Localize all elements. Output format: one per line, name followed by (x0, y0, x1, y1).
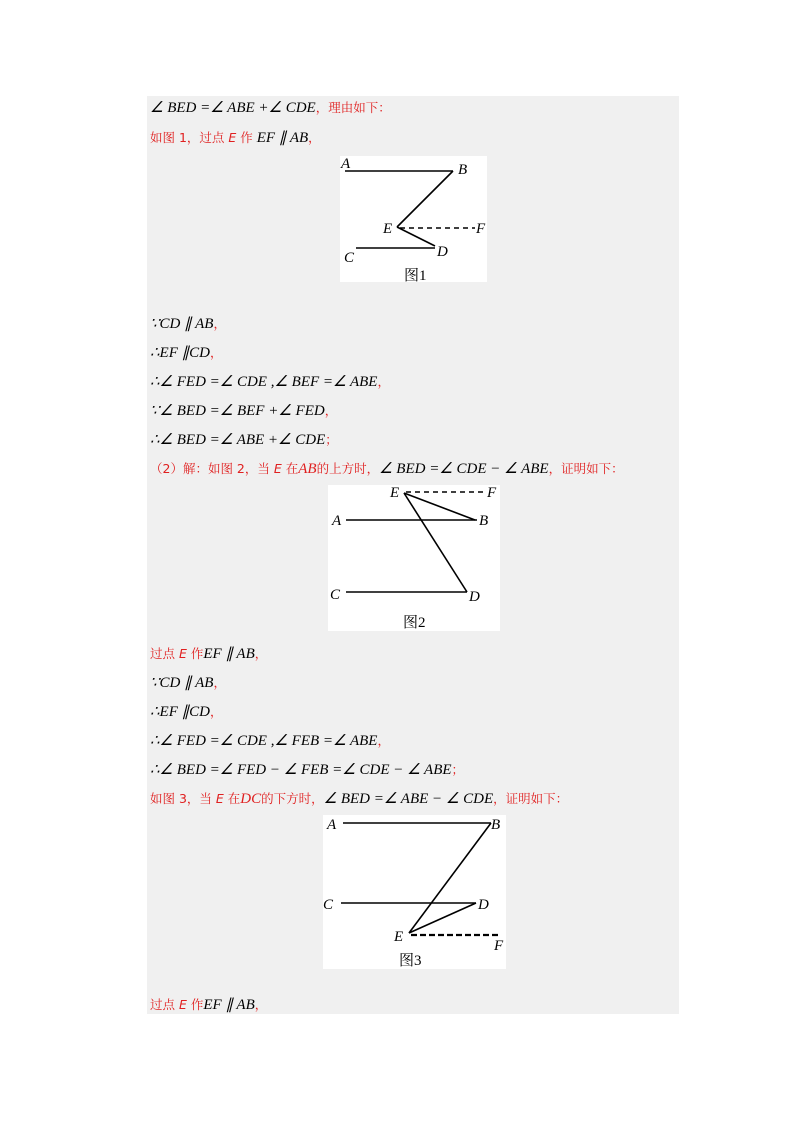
math-expression: ∵CD ∥ AB (150, 675, 214, 691)
figure-caption: 图2 (403, 615, 426, 631)
math-expression: ∴EF ∥CD (150, 704, 210, 720)
label-f: F (494, 938, 504, 954)
math-expression: EF ∥ AB (203, 646, 255, 662)
label-b: B (479, 513, 489, 529)
note-text: 的下方时， (261, 791, 324, 806)
math-expression: ∠ BED =∠ CDE − ∠ ABE (379, 461, 549, 477)
label-e: E (383, 221, 393, 237)
text-line-7 (150, 429, 338, 451)
text-line-13 (150, 759, 464, 781)
text-line-9 (150, 643, 267, 665)
text-line-15 (150, 994, 267, 1016)
math-expression: ∠ BED =∠ ABE − ∠ CDE (323, 791, 494, 807)
note-text: ， (254, 646, 268, 661)
note-text: （2）解：如图 2，当 (150, 461, 274, 476)
label-b: B (458, 162, 468, 178)
text-line-1 (150, 97, 391, 119)
note-text: ， (377, 733, 390, 748)
note-text: 作 (186, 997, 204, 1012)
note-text: ， (324, 403, 338, 418)
note-text: 作 (236, 130, 257, 145)
text-line-4 (150, 342, 222, 364)
point-e: E (228, 130, 237, 145)
label-a: A (327, 817, 337, 833)
note-text: ， (308, 130, 321, 145)
note-text: 如图 1，过点 (150, 130, 229, 145)
label-a: A (341, 156, 351, 172)
note-text: ， (209, 345, 223, 360)
segment-label: AB (298, 461, 317, 477)
label-d: D (437, 244, 448, 260)
note-text: ； (451, 762, 465, 777)
figure-caption: 图1 (404, 268, 427, 282)
label-b: B (491, 817, 501, 833)
label-f: F (487, 485, 497, 501)
text-line-2 (150, 127, 321, 149)
math-expression: EF ∥ AB (256, 130, 309, 146)
label-e: E (394, 929, 404, 945)
label-d: D (469, 589, 480, 605)
point-e: E (178, 997, 187, 1012)
math-expression: ∴∠ FED =∠ CDE ,∠ BEF =∠ ABE (150, 374, 378, 390)
label-a: A (332, 513, 342, 529)
note-text: ，证明如下： (548, 461, 624, 476)
point-e: E (273, 461, 282, 476)
figure-2 (328, 485, 500, 631)
note-text: ，证明如下： (493, 791, 569, 806)
label-c: C (344, 250, 355, 266)
figure-3 (323, 815, 506, 969)
label-e: E (390, 485, 400, 501)
segment-label: DC (240, 791, 262, 807)
note-text: 在 (281, 461, 299, 476)
math-expression: ∠ BED =∠ ABE +∠ CDE (150, 100, 316, 116)
note-text: ， (213, 316, 226, 331)
math-expression: EF ∥ AB (203, 997, 255, 1013)
text-line-3 (150, 313, 226, 335)
math-expression: ∴EF ∥CD (150, 345, 210, 361)
note-text: 作 (186, 646, 204, 661)
note-text: ， (213, 675, 226, 690)
note-text: ，理由如下： (315, 100, 391, 115)
note-text: ， (254, 997, 268, 1012)
text-line-10 (150, 672, 226, 694)
point-e: E (178, 646, 187, 661)
math-expression: ∵∠ BED =∠ BEF +∠ FED (150, 403, 325, 419)
point-e: E (215, 791, 224, 806)
label-d: D (478, 897, 489, 913)
math-expression: ∵CD ∥ AB (150, 316, 214, 332)
note-text: 如图 3，当 (150, 791, 216, 806)
figure-1 (340, 156, 487, 282)
note-text: ； (325, 432, 338, 447)
math-expression: ∴∠ BED =∠ FED − ∠ FEB =∠ CDE − ∠ ABE (150, 762, 452, 778)
text-line-5 (150, 371, 390, 393)
text-line-6 (150, 400, 337, 422)
text-line-8 (150, 458, 624, 480)
text-line-14 (150, 788, 568, 810)
note-text: 过点 (150, 997, 179, 1012)
label-c: C (323, 897, 334, 913)
label-c: C (330, 587, 341, 603)
note-text: 的上方时， (316, 461, 380, 476)
text-line-12 (150, 730, 390, 752)
note-text: ， (377, 374, 390, 389)
math-expression: ∴∠ BED =∠ ABE +∠ CDE (150, 432, 326, 448)
label-f: F (476, 221, 486, 237)
math-expression: ∴∠ FED =∠ CDE ,∠ FEB =∠ ABE (150, 733, 378, 749)
note-text: 在 (223, 791, 241, 806)
figure-caption: 图3 (399, 953, 422, 969)
text-line-11 (150, 701, 222, 723)
note-text: ， (209, 704, 223, 719)
note-text: 过点 (150, 646, 179, 661)
